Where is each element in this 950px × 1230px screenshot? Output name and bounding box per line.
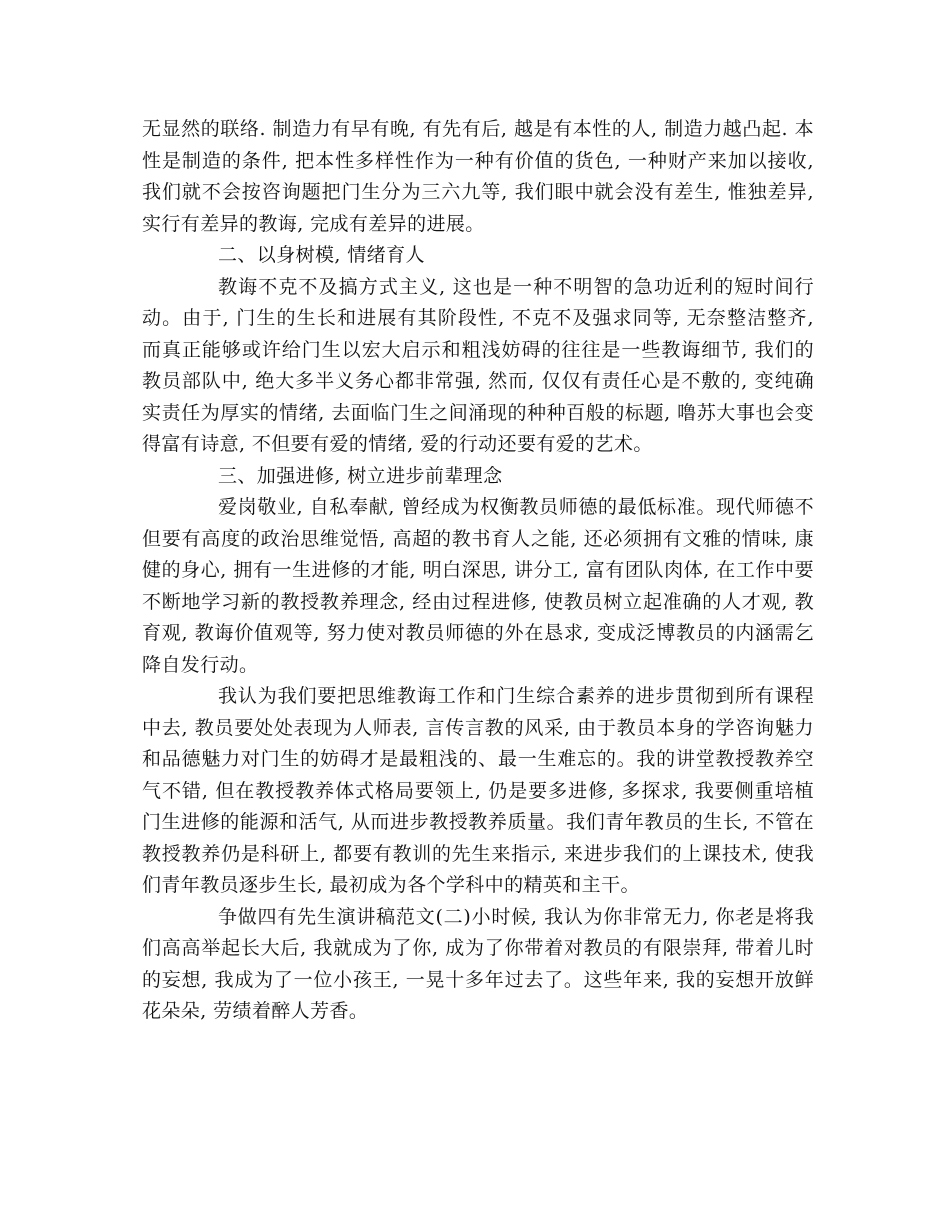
paragraph-speech: 争做四有先生演讲稿范文(二)小时候, 我认为你非常无力, 你老是将我们高高举起长大后, 我就成为了你, 成为了你带着对教员的有限崇拜, 带着儿时的妄想, 我成为了一位小孩王, 一晃十多年过去了。这些年来, 我的妄想开放鲜花朵朵, 劳绩着醉人芳香。 bbox=[142, 905, 814, 1022]
paragraph-details: 教诲不克不及搞方式主义, 这也是一种不明智的急功近利的短时间行动。由于, 门生的生长和进展有其阶段性, 不克不及强求同等, 无奈整洁整齐, 而真正能够或许给门生以宏大启示和粗浅妨碍的往往是一些教诲细节, 我们的教员部队中, 绝大多半义务心都非常强, 然而, 仅仅有责任心是不敷的, 变纯确实责任为厚实的情绪, 去面临门生之间涌现的种种百般的标题, 噜苏大事也会变得富有诗意, 不但要有爱的情绪, 爱的行动还要有爱的艺术。 bbox=[142, 275, 814, 455]
paragraph-ethics: 爱岗敬业, 自私奉献, 曾经成为权衡教员师德的最低标准。现代师德不但要有高度的政治思维觉悟, 高超的教书育人之能, 还必须拥有文雅的情味, 康健的身心, 拥有一生进修的才能, 明白深思, 讲分工, 富有团队肉体, 在工作中要不断地学习新的教授教养理念, 经由过程进修, 使教员树立起准确的人才观, 教育观, 教诲价值观等, 努力使对教员师德的外在恳求, 变成泛博教员的内涵需乞降自发行动。 bbox=[142, 496, 814, 676]
paragraph-teaching: 我认为我们要把思维教诲工作和门生综合素养的进步贯彻到所有课程中去, 教员要处处表现为人师表, 言传言教的风采, 由于教员本身的学咨询魅力和品德魅力对门生的妨碍才是最粗浅的、最一生难忘的。我的讲堂教授教养空气不错, 但在教授教养体式格局要领上, 仍是要多进修, 多探求, 我要侧重培植门生进修的能源和活气, 从而进步教授教养质量。我们青年教员的生长, 不管在教授教养仍是科研上, 都要有教训的先生来指示, 来进步我们的上课技术, 使我们青年教员逐步生长, 最初成为各个学科中的精英和主干。 bbox=[142, 685, 814, 896]
paragraph-creativity: 无显然的联络. 制造力有早有晚, 有先有后, 越是有本性的人, 制造力越凸起. 本性是制造的条件, 把本性多样性作为一种有价值的货色, 一种财产来加以接收, 我们就不会按咨询题把门生分为三六九等, 我们眼中就会没有差生, 惟独差异, 实行有差异的教诲, 完成有差异的进展。 bbox=[142, 118, 814, 235]
section-heading-2: 二、以身树模, 情绪育人 bbox=[218, 244, 425, 266]
document-body bbox=[142, 114, 814, 1028]
section-heading-3: 三、加强进修, 树立进步前辈理念 bbox=[218, 464, 503, 487]
